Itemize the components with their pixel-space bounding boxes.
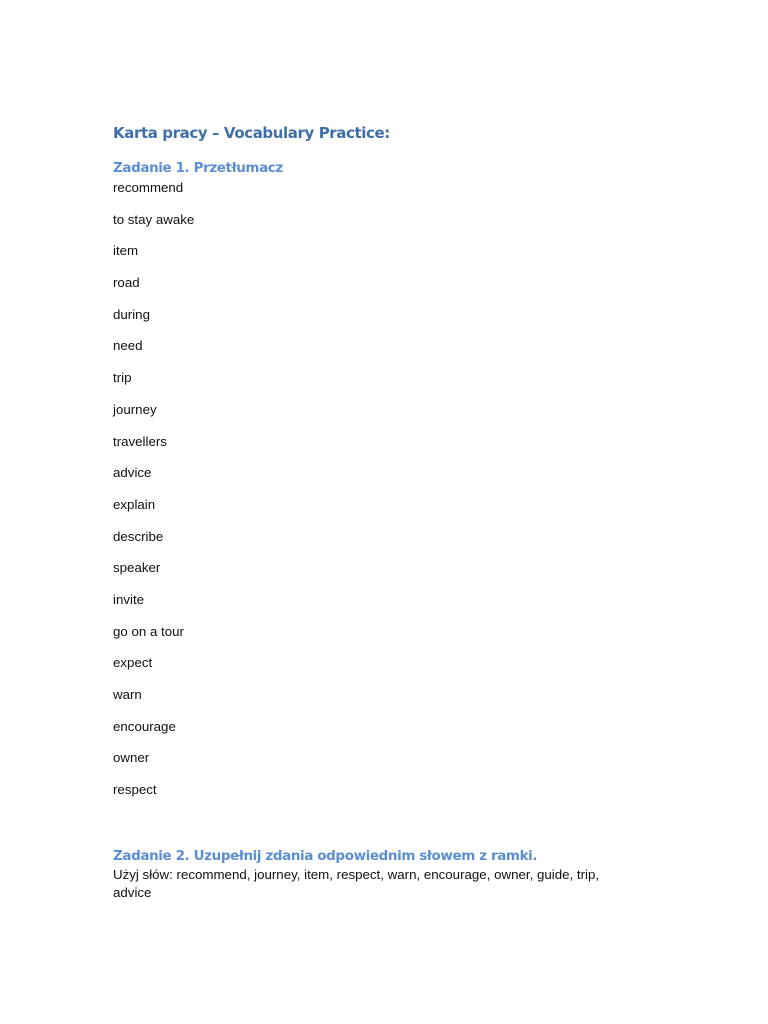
vocabulary-word: recommend — [113, 180, 184, 195]
vocabulary-word: speaker — [113, 560, 161, 576]
page-title: Karta pracy – Vocabulary Practice: — [113, 124, 390, 142]
task-2-heading: Zadanie 2. Uzupełnij zdania odpowiednim słowem z ramki. — [113, 848, 538, 864]
vocabulary-word: to stay awake — [113, 211, 195, 227]
task-2-instructions: Użyj słów: recommend, journey, item, respect, warn, encourage, owner, guide, trip, advice — [113, 867, 600, 900]
vocabulary-word: explain — [113, 496, 156, 512]
vocabulary-word: go on a tour — [113, 623, 184, 639]
vocabulary-word: expect — [113, 655, 153, 671]
vocabulary-word: advice — [113, 465, 152, 481]
vocabulary-word: road — [113, 275, 140, 291]
vocabulary-word: journey — [113, 401, 157, 417]
vocabulary-word: need — [113, 338, 143, 354]
vocabulary-word: trip — [113, 370, 132, 386]
vocabulary-word: respect — [113, 782, 157, 798]
vocabulary-word: item — [113, 243, 139, 259]
task-1-heading: Zadanie 1. Przetłumacz — [113, 160, 283, 176]
vocabulary-word: encourage — [113, 718, 176, 734]
vocabulary-word: during — [113, 306, 150, 322]
vocabulary-word-list — [113, 179, 194, 813]
vocabulary-word: warn — [113, 687, 142, 702]
vocabulary-word: describe — [113, 528, 164, 544]
vocabulary-word: travellers — [113, 433, 167, 449]
vocabulary-word: invite — [113, 591, 145, 607]
vocabulary-word: owner — [113, 750, 150, 766]
